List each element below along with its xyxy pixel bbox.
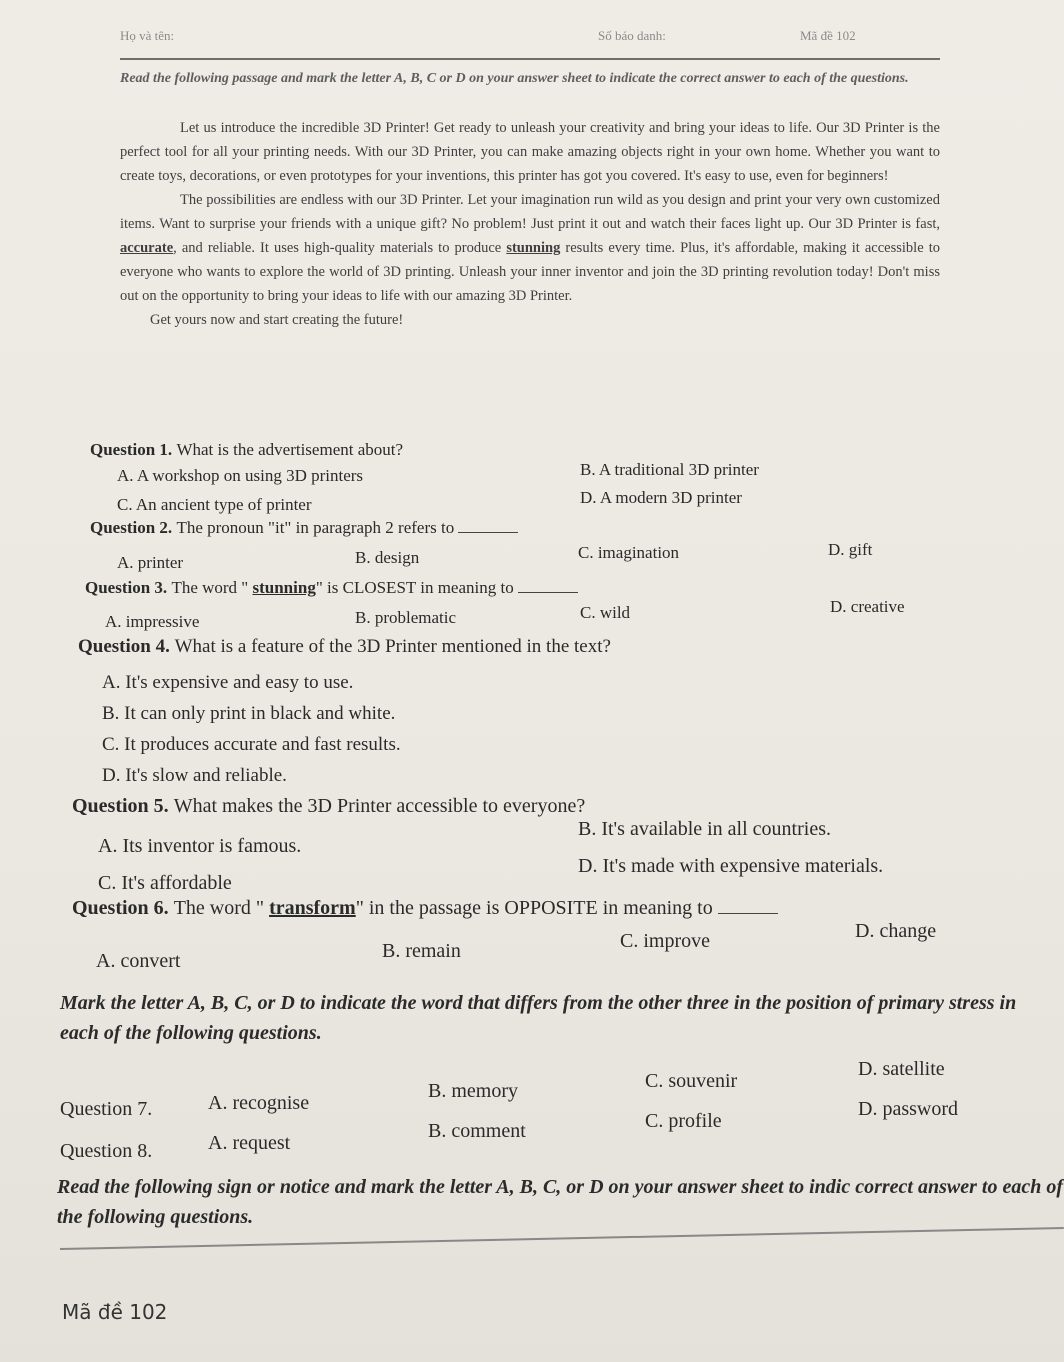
q4-option-a[interactable]: A. It's expensive and easy to use. (102, 672, 354, 693)
question-4-text: Question 4. What is a feature of the 3D Printer mentioned in the text? (78, 636, 611, 657)
sign-instruction: Read the following sign or notice and mark the letter A, B, C, or D on your answer sheet to indic correct answer to each of the following questions. (57, 1176, 1063, 1228)
reading-instruction: Read the following passage and mark the letter A, B, C or D on your answer sheet to indicate the correct answer to each of the questions. (120, 71, 909, 86)
passage-paragraph-2: The possibilities are endless with our 3D Printer. Let your imagination run wild as you design and print your very own customized items. Want to surprise your friends with a unique gift? No problem! Just print it out and watch their faces light up. Our 3D Printer is fast, accurate, and reliable. It uses high-quality materials to produce stunning results every time. Plus, it's affordable, making it accessible to everyone who wants to explore the world of 3D printing. Unleash your inner inventor and join the 3D printing revolution today! Don't miss out on the opportunity to bring your ideas to life with our amazing 3D Printer. (120, 192, 940, 304)
q7-option-c[interactable]: C. souvenir (645, 1070, 738, 1092)
q8-option-c[interactable]: C. profile (645, 1110, 722, 1132)
exam-code: Mã đề 102 (62, 1300, 168, 1324)
header-divider (120, 58, 940, 60)
q1-option-b[interactable]: B. A traditional 3D printer (580, 460, 759, 479)
q5-option-a[interactable]: A. Its inventor is famous. (98, 835, 302, 857)
question-2-text: Question 2. The pronoun "it" in paragraph 2 refers to (90, 518, 518, 538)
q4-option-d[interactable]: D. It's slow and reliable. (102, 765, 287, 786)
q2-option-a[interactable]: A. printer (117, 553, 184, 572)
q7-option-b[interactable]: B. memory (428, 1080, 518, 1102)
header (120, 22, 940, 62)
question-8-label: Question 8. (60, 1140, 153, 1162)
reading-passage (120, 116, 940, 332)
question-1-text: Question 1. What is the advertisement about? (90, 440, 404, 459)
q5-option-c[interactable]: C. It's affordable (98, 872, 232, 894)
question-5-text: Question 5. What makes the 3D Printer accessible to everyone? (72, 795, 586, 817)
header-title: Số báo danh: (598, 28, 666, 43)
q7-option-d[interactable]: D. satellite (858, 1058, 945, 1080)
passage-paragraph-1: Let us introduce the incredible 3D Printer! Get ready to unleash your creativity and bring your ideas to life. Our 3D Printer is the perfect tool for all your printing needs. With our 3D Printer, you can make amazing objects right in your own home. Whether you want to create toys, decorations, or even prototypes for your inventions, this printer has got you covered. It's easy to use, even for beginners! (120, 120, 940, 184)
header-student-label: Họ và tên: (120, 28, 175, 43)
question-3-text: Question 3. The word " stunning" is CLOSEST in meaning to (85, 578, 578, 598)
q3-option-c[interactable]: C. wild (580, 603, 631, 622)
passage-closing: Get yours now and start creating the future! (150, 312, 404, 328)
q6-option-b[interactable]: B. remain (382, 940, 461, 962)
q6-option-c[interactable]: C. improve (620, 930, 710, 952)
stress-instruction: Mark the letter A, B, C, or D to indicate the word that differs from the other three in the position of primary stress in each of the following questions. (60, 992, 1017, 1044)
q2-option-c[interactable]: C. imagination (578, 543, 680, 562)
q3-option-b[interactable]: B. problematic (355, 608, 457, 627)
question-6-text: Question 6. The word " transform" in the passage is OPPOSITE in meaning to (72, 897, 778, 920)
q8-option-b[interactable]: B. comment (428, 1120, 526, 1142)
q2-option-b[interactable]: B. design (355, 548, 420, 567)
q8-option-a[interactable]: A. request (208, 1132, 291, 1154)
header-code: Mã đề 102 (800, 28, 856, 43)
q3-option-a[interactable]: A. impressive (105, 612, 200, 631)
q3-option-d[interactable]: D. creative (830, 597, 905, 616)
q4-option-b[interactable]: B. It can only print in black and white. (102, 703, 396, 724)
q8-option-d[interactable]: D. password (858, 1098, 958, 1120)
q1-option-a[interactable]: A. A workshop on using 3D printers (117, 466, 364, 485)
q4-option-c[interactable]: C. It produces accurate and fast results. (102, 734, 401, 755)
q6-option-a[interactable]: A. convert (96, 950, 181, 972)
question-7-label: Question 7. (60, 1098, 153, 1120)
q2-option-d[interactable]: D. gift (828, 540, 873, 559)
q6-option-d[interactable]: D. change (855, 920, 937, 942)
q7-option-a[interactable]: A. recognise (208, 1092, 310, 1114)
q5-option-b[interactable]: B. It's available in all countries. (578, 818, 831, 840)
q5-option-d[interactable]: D. It's made with expensive materials. (578, 855, 884, 877)
q1-option-d[interactable]: D. A modern 3D printer (580, 488, 742, 507)
q1-option-c[interactable]: C. An ancient type of printer (117, 495, 312, 514)
